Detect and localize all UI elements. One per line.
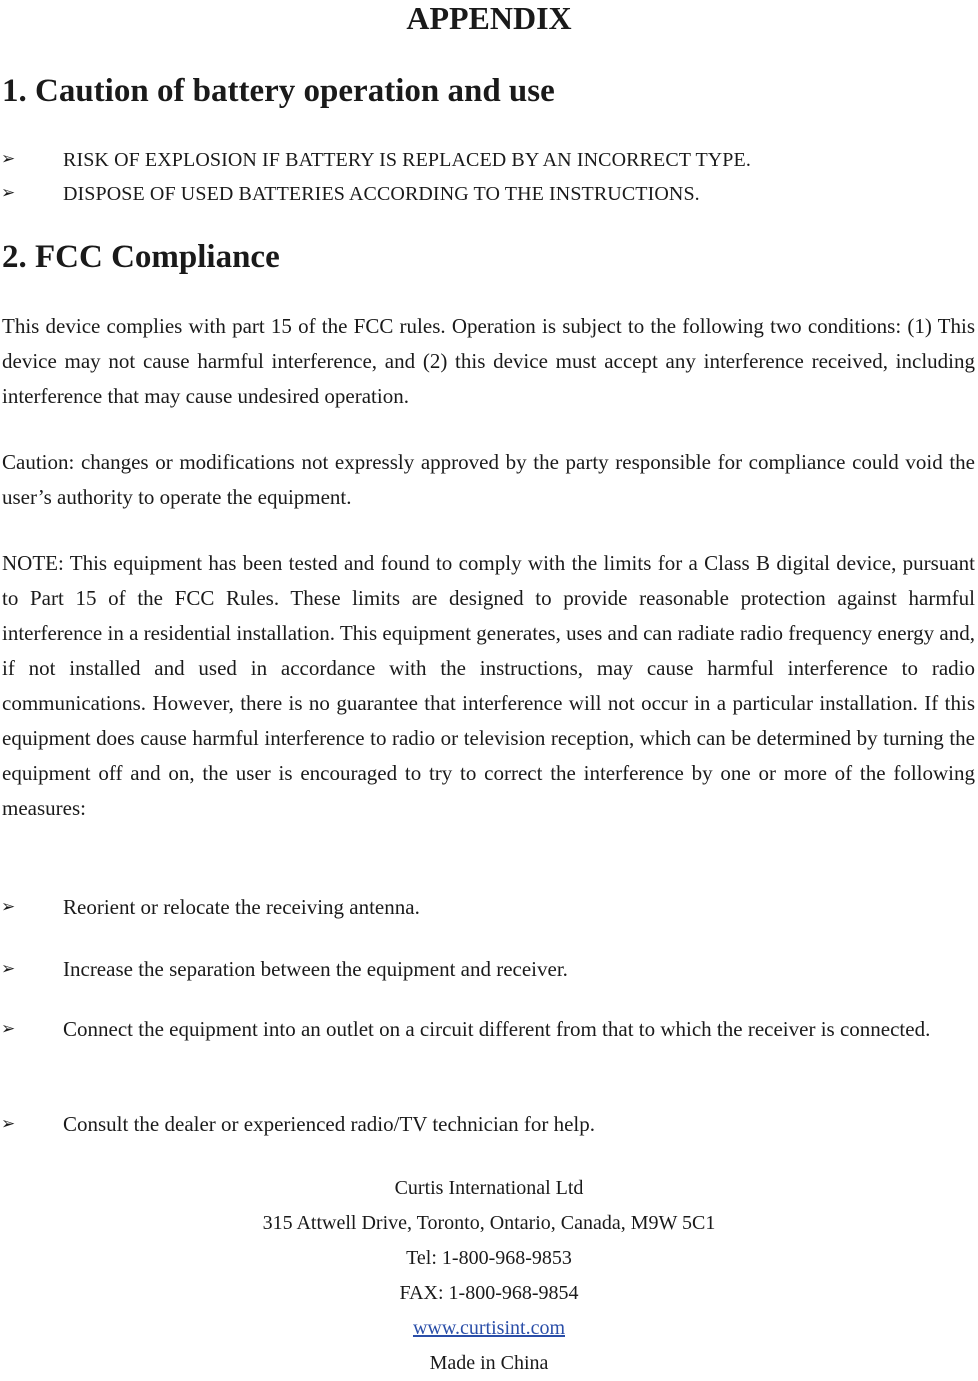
company-address: 315 Attwell Drive, Toronto, Ontario, Canada, M9W 5C1	[262, 1212, 716, 1234]
list-item-text: RISK OF EXPLOSION IF BATTERY IS REPLACED BY AN INCORRECT TYPE.	[63, 149, 751, 171]
list-item-text: Consult the dealer or experienced radio/TV technician for help.	[63, 1112, 595, 1136]
fcc-compliance-paragraph: This device complies with part 15 of the FCC rules. Operation is subject to the following two conditions: (1) This device may not cause harmful interference, and (2) this device must accept any interference received, including interference that may cause undesired operation.	[2, 314, 975, 408]
company-fax: FAX: 1-800-968-9854	[399, 1282, 579, 1304]
measures-list	[0, 1108, 975, 1141]
measures-list	[0, 891, 975, 924]
list-item	[0, 143, 975, 177]
battery-caution-list	[0, 143, 975, 211]
company-footer	[0, 1171, 978, 1381]
measures-list	[0, 1014, 975, 1045]
arrow-bullet-icon: ➢	[1, 1114, 16, 1134]
list-item-text: DISPOSE OF USED BATTERIES ACCORDING TO THE INSTRUCTIONS.	[63, 183, 700, 205]
arrow-bullet-icon: ➢	[1, 959, 16, 979]
section-1-heading: 1. Caution of battery operation and use	[2, 73, 555, 109]
note-paragraph: NOTE: This equipment has been tested and found to comply with the limits for a Class B digital device, pursuant to Part 15 of the FCC Rules. These limits are designed to provide reasonable protection against harmful interference in a residential installation. This equipment generates, uses and can radiate radio frequency energy and, if not installed and used in accordance with the instructions, may cause harmful interference to radio communications. However, there is no guarantee that interference will not occur in a particular installation. If this equipment does cause harmful interference to radio or television reception, which can be determined by turning the equipment off and on, the user is encouraged to try to correct the interference by one or more of the following measures:	[2, 551, 976, 820]
section-2-heading: 2. FCC Compliance	[2, 239, 280, 275]
caution-paragraph: Caution: changes or modifications not expressly approved by the party responsible for compliance could void the user’s authority to operate the equipment.	[2, 450, 975, 509]
list-item	[0, 1108, 975, 1141]
list-item	[0, 953, 975, 986]
list-item	[0, 891, 975, 924]
company-name: Curtis International Ltd	[394, 1177, 584, 1199]
origin-label: Made in China	[429, 1352, 549, 1374]
arrow-bullet-icon: ➢	[1, 149, 16, 169]
list-item-text: Increase the separation between the equipment and receiver.	[63, 957, 568, 981]
list-item	[0, 177, 975, 211]
list-item-text: Reorient or relocate the receiving antenna.	[63, 895, 420, 919]
arrow-bullet-icon: ➢	[1, 897, 16, 917]
arrow-bullet-icon: ➢	[1, 183, 16, 203]
page-title: APPENDIX	[406, 0, 572, 36]
list-item	[0, 1014, 975, 1045]
company-phone: Tel: 1-800-968-9853	[406, 1247, 572, 1269]
website-link[interactable]: www.curtisint.com	[412, 1317, 565, 1339]
list-item-text: Connect the equipment into an outlet on a circuit different from that to which the receiver is connected.	[63, 1017, 931, 1041]
arrow-bullet-icon: ➢	[1, 1019, 16, 1039]
measures-list	[0, 953, 975, 986]
